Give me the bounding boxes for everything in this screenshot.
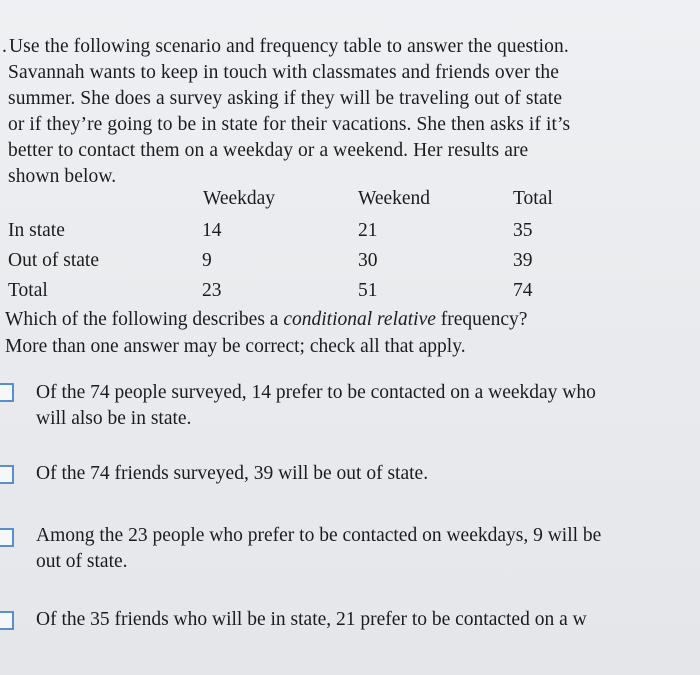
row-label: In state [8,220,65,241]
option-checkbox[interactable] [0,383,14,402]
column-header-weekend: Weekend [358,188,431,209]
row-label: Total [8,280,48,301]
question-emphasis: conditional relative [283,309,436,330]
scenario-line: summer. She does a survey asking if they will be traveling out of state [8,88,563,109]
row-label: Out of state [8,250,99,271]
scenario-paragraph [2,34,688,190]
table-cell: 30 [358,250,378,271]
question-instruction: More than one answer may be correct; check all that apply. [5,336,466,357]
bullet-dot: . [2,36,7,57]
scenario-line: better to contact them on a weekday or a weekend. Her results are [8,140,529,161]
option-text: Of the 35 friends who will be in state, 21 prefer to be contacted on a w [36,609,587,630]
table-cell: 35 [513,220,533,241]
table-cell: 23 [202,280,222,301]
option-text: Among the 23 people who prefer to be contacted on weekdays, 9 will be out of state. [36,525,602,572]
scenario-line: or if they’re going to be in state for their vacations. She then asks if it’s [8,114,571,135]
scenario-line: Savannah wants to keep in touch with classmates and friends over the [8,62,560,83]
table-row [0,280,700,308]
table-cell: 9 [202,250,212,271]
scenario-line: . Use the following scenario and frequency table to answer the question. [2,36,569,57]
question-line: Which of the following describes a conditional relative frequency? [5,309,528,330]
table-cell: 74 [513,280,533,301]
scenario-line: shown below. [8,166,117,187]
option-text: Of the 74 friends surveyed, 39 will be out of state. [36,463,429,484]
option-text: Of the 74 people surveyed, 14 prefer to be contacted on a weekday who will also be in state. [36,382,596,429]
table-row [0,220,700,248]
table-row [0,250,700,278]
table-header-row [0,188,700,216]
table-cell: 14 [202,220,222,241]
option-checkbox[interactable] [0,465,14,484]
option-checkbox[interactable] [0,528,14,547]
table-cell: 51 [358,280,378,301]
column-header-weekday: Weekday [203,188,276,209]
column-header-total: Total [513,188,553,209]
question-prompt [5,306,527,360]
option-checkbox[interactable] [0,611,14,630]
table-cell: 21 [358,220,378,241]
table-cell: 39 [513,250,533,271]
